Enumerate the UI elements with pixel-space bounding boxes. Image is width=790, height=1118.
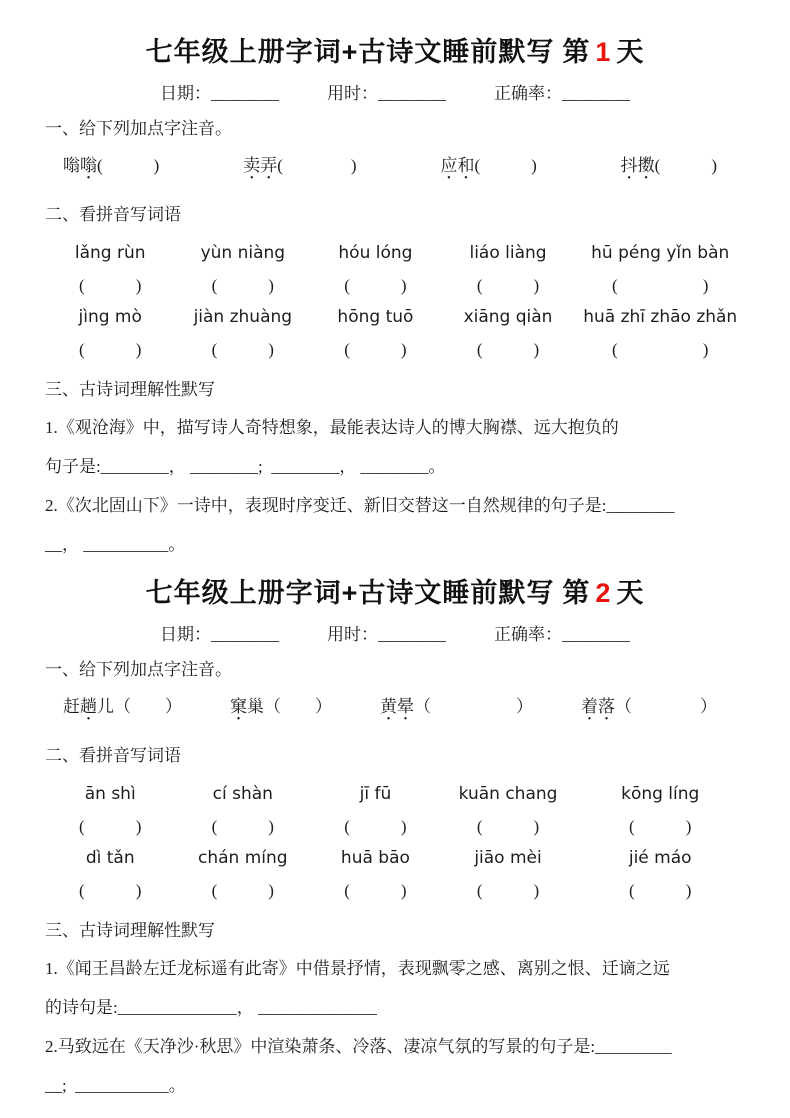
answer-paren: ( ) bbox=[79, 817, 142, 836]
answer-paren-row bbox=[45, 879, 745, 903]
pinyin-word: kuān chang bbox=[458, 784, 558, 804]
pinyin-word: kōng líng bbox=[621, 784, 700, 804]
pinyin-word: huā bāo bbox=[340, 848, 410, 868]
word-text: 窠巢 bbox=[230, 697, 264, 716]
phonetic-word bbox=[230, 695, 332, 719]
answer-paren: ( ) bbox=[344, 881, 407, 900]
time-label: 用时： bbox=[327, 84, 378, 103]
section3-heading: 三、古诗词理解性默写 bbox=[45, 921, 215, 940]
word-text: 黄晕 bbox=[380, 697, 414, 716]
meta-date bbox=[160, 620, 279, 645]
day-prefix: 第 bbox=[562, 578, 591, 608]
pinyin-row bbox=[45, 781, 745, 807]
question-line: 1.《观沧海》中，描写诗人奇特想象，最能表达诗人的博大胸襟、远大抱负的 bbox=[45, 418, 619, 437]
answer-paren: ( ) bbox=[476, 817, 540, 836]
title-day-part bbox=[562, 578, 644, 608]
date-label: 日期： bbox=[160, 625, 211, 644]
section2-heading: 二、看拼音写词语 bbox=[45, 205, 181, 224]
date-blank: ________ bbox=[211, 84, 279, 103]
answer-paren-row bbox=[45, 274, 745, 298]
time-blank: ________ bbox=[378, 625, 446, 644]
accuracy-label: 正确率： bbox=[494, 625, 562, 644]
title-day-part bbox=[562, 37, 644, 67]
time-blank: ________ bbox=[378, 84, 446, 103]
phonetic-word bbox=[581, 695, 717, 719]
answer-paren: ( ) bbox=[476, 340, 540, 359]
time-label: 用时： bbox=[327, 625, 378, 644]
day-2-title bbox=[45, 571, 745, 610]
phonetic-word-row bbox=[45, 154, 745, 190]
word-text: 抖擞 bbox=[620, 156, 655, 175]
question-line: 2.《次北固山下》一诗中，表现时序变迁、新旧交替这一自然规律的句子是:________ bbox=[45, 496, 675, 515]
answer-paren: ( ) bbox=[476, 276, 540, 295]
answer-paren: ( ) bbox=[79, 276, 142, 295]
word-paren: （ ） bbox=[114, 697, 182, 716]
day-number: 2 bbox=[595, 578, 612, 608]
meta-date bbox=[160, 79, 279, 104]
word-text: 卖弄 bbox=[243, 156, 278, 175]
pinyin-word: lǎng rùn bbox=[74, 243, 146, 263]
answer-paren: ( ) bbox=[211, 881, 274, 900]
answer-paren: ( ) bbox=[211, 340, 274, 359]
pinyin-row bbox=[45, 240, 745, 266]
answer-paren: ( ) bbox=[629, 881, 692, 900]
answer-paren: ( ) bbox=[211, 276, 274, 295]
day-number: 1 bbox=[595, 37, 612, 67]
pinyin-word: jiàn zhuàng bbox=[193, 307, 293, 327]
pinyin-word: xiāng qiàn bbox=[463, 307, 553, 327]
word-paren: ( ) bbox=[654, 156, 717, 175]
answer-paren: ( ) bbox=[344, 817, 407, 836]
answer-paren: ( ) bbox=[476, 881, 540, 900]
pinyin-word: yùn niàng bbox=[200, 243, 286, 263]
accuracy-blank: ________ bbox=[562, 84, 630, 103]
pinyin-word: hóu lóng bbox=[338, 243, 413, 263]
answer-paren: ( ) bbox=[79, 340, 142, 359]
word-paren: ( ) bbox=[474, 156, 537, 175]
question-line: __; ___________。 bbox=[45, 1076, 186, 1095]
pinyin-word: jié máo bbox=[628, 848, 692, 868]
date-blank: ________ bbox=[211, 625, 279, 644]
pinyin-word: huā zhī zhāo zhǎn bbox=[583, 307, 738, 327]
pinyin-word: jiāo mèi bbox=[474, 848, 542, 868]
meta-row bbox=[45, 79, 745, 104]
accuracy-blank: ________ bbox=[562, 625, 630, 644]
accuracy-label: 正确率： bbox=[494, 84, 562, 103]
section1-heading: 一、给下列加点字注音。 bbox=[45, 660, 232, 679]
pinyin-word: hōng tuō bbox=[337, 307, 414, 327]
title-main: 七年级上册字词+古诗文睡前默写 bbox=[145, 578, 555, 608]
word-text: 着落 bbox=[581, 697, 615, 716]
phonetic-word bbox=[63, 695, 182, 719]
pinyin-word: jìng mò bbox=[78, 307, 142, 327]
word-paren: ( ) bbox=[97, 156, 160, 175]
answer-paren: ( ) bbox=[612, 276, 709, 295]
date-label: 日期： bbox=[160, 84, 211, 103]
answer-paren-row bbox=[45, 338, 745, 362]
answer-paren: ( ) bbox=[629, 817, 692, 836]
title-main: 七年级上册字词+古诗文睡前默写 bbox=[145, 37, 555, 67]
question-line: 1.《闻王昌龄左迁龙标遥有此寄》中借景抒情，表现飘零之感、离别之恨、迁谪之远 bbox=[45, 959, 670, 978]
question-line: __， __________。 bbox=[45, 535, 186, 554]
answer-paren: ( ) bbox=[211, 817, 274, 836]
answer-paren: ( ) bbox=[344, 340, 407, 359]
question-line: 句子是:________， ________; ________， ________。 bbox=[45, 457, 446, 476]
pinyin-word: ān shì bbox=[84, 784, 136, 804]
answer-paren: ( ) bbox=[344, 276, 407, 295]
phonetic-word bbox=[63, 154, 159, 178]
answer-paren: ( ) bbox=[79, 881, 142, 900]
pinyin-word: jī fū bbox=[359, 784, 392, 804]
day-prefix: 第 bbox=[562, 37, 591, 67]
phonetic-word bbox=[243, 154, 356, 178]
meta-accuracy bbox=[494, 620, 630, 645]
worksheet-day-2 bbox=[45, 571, 745, 1099]
answer-paren-row bbox=[45, 815, 745, 839]
pinyin-row bbox=[45, 304, 745, 330]
day-1-title bbox=[45, 30, 745, 69]
word-paren: （ ） bbox=[414, 697, 533, 716]
pinyin-word: liáo liàng bbox=[469, 243, 547, 263]
pinyin-word: dì tǎn bbox=[85, 848, 135, 868]
word-paren: ( ) bbox=[277, 156, 357, 175]
section1-heading: 一、给下列加点字注音。 bbox=[45, 119, 232, 138]
worksheet-day-1 bbox=[45, 30, 745, 558]
meta-accuracy bbox=[494, 79, 630, 104]
meta-row bbox=[45, 620, 745, 645]
meta-time bbox=[327, 79, 446, 104]
meta-time bbox=[327, 620, 446, 645]
question-line: 的诗句是:______________， ______________ bbox=[45, 998, 377, 1017]
pinyin-word: hū péng yǐn bàn bbox=[591, 243, 730, 263]
section2-heading: 二、看拼音写词语 bbox=[45, 746, 181, 765]
word-paren: （ ） bbox=[264, 697, 332, 716]
word-paren: （ ） bbox=[615, 697, 717, 716]
phonetic-word-row bbox=[45, 695, 745, 731]
day-suffix: 天 bbox=[616, 37, 645, 67]
question-line: 2.马致远在《天净沙·秋思》中渲染萧条、冷落、凄凉气氛的写景的句子是:_________ bbox=[45, 1037, 672, 1056]
phonetic-word bbox=[380, 695, 533, 719]
phonetic-word bbox=[440, 154, 536, 178]
pinyin-row bbox=[45, 845, 745, 871]
word-text: 赶趟儿 bbox=[63, 697, 114, 716]
section3-heading: 三、古诗词理解性默写 bbox=[45, 380, 215, 399]
answer-paren: ( ) bbox=[612, 340, 709, 359]
pinyin-word: cí shàn bbox=[212, 784, 273, 804]
day-suffix: 天 bbox=[616, 578, 645, 608]
phonetic-word bbox=[621, 154, 717, 178]
word-text: 嗡嗡 bbox=[63, 156, 97, 175]
pinyin-word: chán míng bbox=[198, 848, 288, 868]
word-text: 应和 bbox=[440, 156, 475, 175]
